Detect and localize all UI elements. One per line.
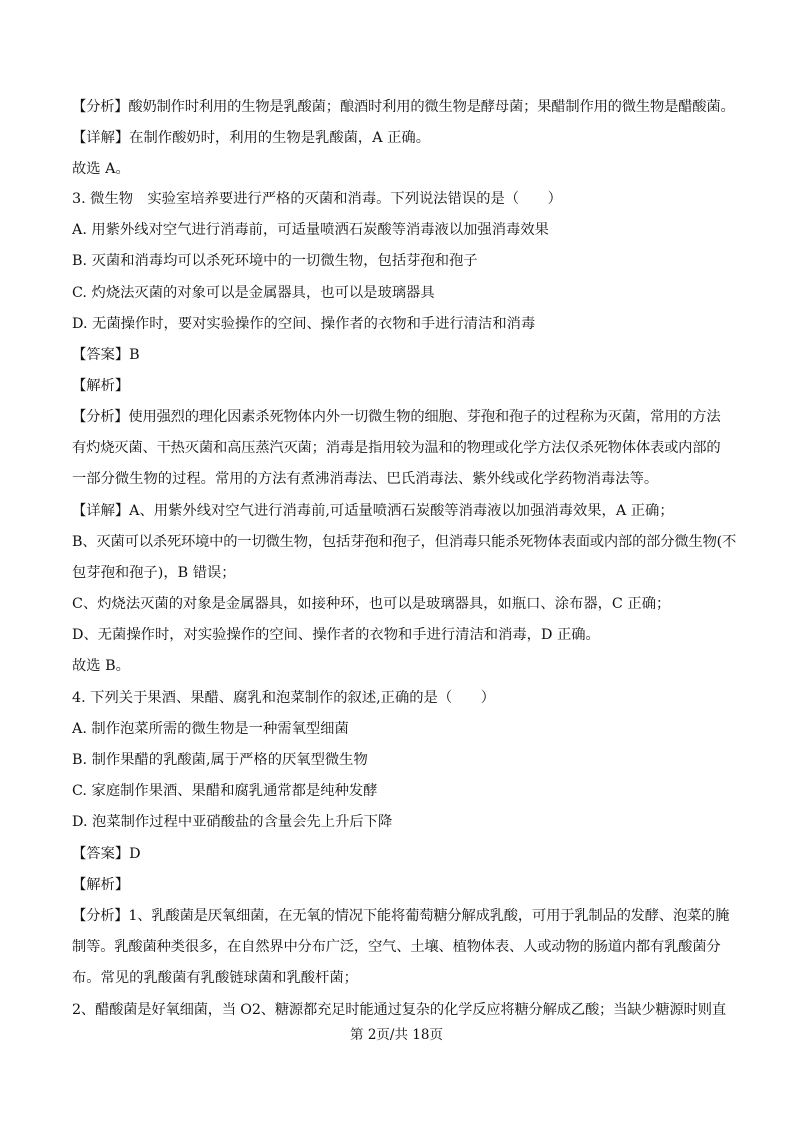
analysis-paragraph: 2、醋酸菌是好氧细菌，当 O2、糖源都充足时能通过复杂的化学反应将糖分解成乙酸；当缺少糖源时则直 (72, 1002, 726, 1018)
question-4-stem: 4. 下列关于果酒、果醋、腐乳和泡菜制作的叙述,正确的是（ ） (72, 690, 496, 706)
question-3-option-c: C. 灼烧法灭菌的对象可以是金属器具，也可以是玻璃器具 (72, 285, 435, 301)
analysis-paragraph: 【分析】1、乳酸菌是厌氧细菌，在无氧的情况下能将葡萄糖分解成乳酸，可用于乳制品的发酵、泡菜的腌 (72, 908, 730, 924)
explanation-paragraph: C、灼烧法灭菌的对象是金属器具，如接种环，也可以是玻璃器具，如瓶口、涂布器，C 正确； (72, 596, 671, 612)
question-4-option-a: A. 制作泡菜所需的微生物是一种需氧型细菌 (72, 721, 349, 737)
explanation-paragraph: 【详解】A、用紫外线对空气进行消毒前,可适量喷洒石炭酸等消毒液以加强消毒效果，A 正确； (72, 503, 674, 519)
question-4-option-d: D. 泡菜制作过程中亚硝酸盐的含量会先上升后下降 (72, 814, 393, 830)
question-3-option-a: A. 用紫外线对空气进行消毒前，可适量喷洒石炭酸等消毒液以加强消毒效果 (72, 222, 549, 238)
page-footer: 第 2页/共 18页 (350, 1027, 443, 1043)
question-3-stem: 3. 微生物 实验室培养要进行严格的灭菌和消毒。下列说法错误的是（ ） (72, 191, 562, 207)
analysis-paragraph: 布。常见的乳酸菌有乳酸链球菌和乳酸杆菌； (72, 970, 358, 986)
analysis-paragraph: 【分析】使用强烈的理化因素杀死物体内外一切微生物的细胞、芽孢和孢子的过程称为灭菌，常用的方法 (72, 409, 721, 425)
explanation-paragraph: 【详解】在制作酸奶时，利用的生物是乳酸菌，A 正确。 (72, 130, 430, 146)
analysis-heading: 【解析】 (72, 378, 130, 394)
analysis-heading: 【解析】 (72, 877, 130, 893)
explanation-paragraph: B、灭菌可以杀死环境中的一切微生物，包括芽孢和孢子，但消毒只能杀死物体表面或内部的部分微生物(不 (72, 534, 737, 550)
analysis-paragraph: 制等。乳酸菌种类很多，在自然界中分布广泛，空气、土壤、植物体表、人或动物的肠道内都有乳酸菌分 (72, 939, 721, 955)
question-4-option-b: B. 制作果醋的乳酸菌,属于严格的厌氧型微生物 (72, 752, 368, 768)
question-3-option-d: D. 无菌操作时，要对实验操作的空间、操作者的衣物和手进行清洁和消毒 (72, 316, 536, 332)
explanation-paragraph: 包芽孢和孢子)，B 错误； (72, 565, 236, 581)
question-3-option-b: B. 灭菌和消毒均可以杀死环境中的一切微生物，包括芽孢和孢子 (72, 253, 478, 269)
choose-answer-line: 故选 A。 (72, 161, 130, 177)
answer-label: 【答案】B (72, 347, 140, 363)
analysis-paragraph: 【分析】酸奶制作时利用的生物是乳酸菌；酿酒时利用的微生物是酵母菌；果醋制作用的微生物是醋酸菌。 (72, 99, 735, 115)
answer-label: 【答案】D (72, 846, 141, 862)
choose-answer-line: 故选 B。 (72, 658, 130, 674)
explanation-paragraph: D、无菌操作时，对实验操作的空间、操作者的衣物和手进行清洁和消毒，D 正确。 (72, 627, 600, 643)
question-4-option-c: C. 家庭制作果酒、果醋和腐乳通常都是纯种发酵 (72, 783, 378, 799)
analysis-paragraph: 有灼烧灭菌、干热灭菌和高压蒸汽灭菌；消毒是指用较为温和的物理或化学方法仅杀死物体体表或内部的 (72, 440, 721, 456)
analysis-paragraph: 一部分微生物的过程。常用的方法有煮沸消毒法、巴氏消毒法、紫外线或化学药物消毒法等。 (72, 471, 659, 487)
